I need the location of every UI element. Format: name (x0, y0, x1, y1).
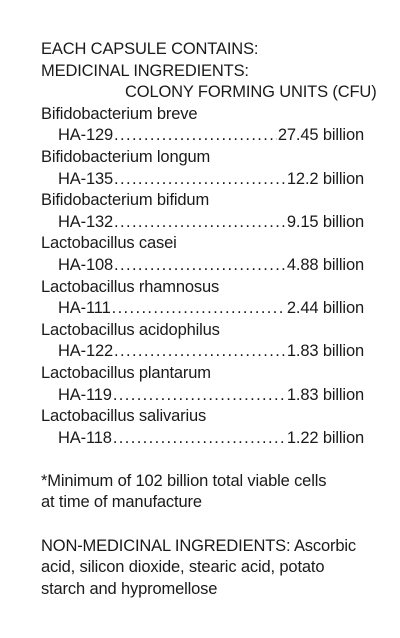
strain-code: HA-108 (58, 255, 114, 274)
strain-item (41, 104, 380, 147)
cfu-column-header: COLONY FORMING UNITS (CFU) (125, 83, 377, 102)
strain-name: Bifidobacterium breve (41, 104, 198, 123)
dot-leader (114, 169, 286, 191)
non-medicinal-line: acid, silicon dioxide, stearic acid, potato (41, 558, 325, 577)
dot-leader (113, 428, 286, 450)
spacer (41, 449, 380, 471)
footnote-line: *Minimum of 102 billion total viable cells (41, 471, 327, 490)
strain-item (41, 320, 380, 363)
dot-leader (113, 385, 286, 407)
strain-item (41, 190, 380, 233)
strain-amount: 9.15 billion (286, 212, 364, 231)
strain-code: HA-118 (58, 428, 112, 447)
dot-leader (112, 298, 286, 320)
strain-name: Lactobacillus acidophilus (41, 320, 220, 339)
strain-list (41, 104, 380, 450)
strain-item (41, 277, 380, 320)
dot-leader (114, 341, 286, 363)
dot-leader (114, 255, 286, 277)
strain-name: Bifidobacterium longum (41, 147, 211, 166)
footnote-line: at time of manufacture (41, 493, 202, 512)
strain-row (41, 385, 364, 407)
non-medicinal-ingredients (41, 536, 380, 601)
strain-amount: 1.83 billion (286, 385, 364, 404)
strain-row (41, 169, 364, 191)
strain-item (41, 406, 380, 449)
strain-name: Lactobacillus casei (41, 234, 177, 253)
strain-amount: 1.22 billion (286, 428, 364, 447)
capsule-contains-heading: EACH CAPSULE CONTAINS: (41, 40, 259, 58)
strain-code: HA-129 (58, 126, 114, 145)
strain-row (41, 125, 364, 147)
strain-name: Lactobacillus rhamnosus (41, 277, 220, 296)
strain-item (41, 363, 380, 406)
non-medicinal-line: starch and hypromellose (41, 579, 218, 598)
strain-row (41, 212, 364, 234)
strain-amount: 1.83 billion (286, 342, 364, 361)
strain-code: HA-119 (58, 385, 112, 404)
non-medicinal-line: NON-MEDICINAL INGREDIENTS: Ascorbic (41, 536, 357, 555)
medicinal-ingredients-heading: MEDICINAL INGREDIENTS: (41, 61, 249, 80)
strain-row (41, 255, 364, 277)
dot-leader (114, 125, 277, 147)
footnote (41, 471, 380, 514)
strain-amount: 4.88 billion (286, 255, 364, 274)
strain-name: Bifidobacterium bifidum (41, 191, 210, 210)
strain-amount: 12.2 billion (286, 169, 364, 188)
spacer (41, 514, 380, 536)
strain-code: HA-111 (58, 299, 111, 318)
strain-amount: 27.45 billion (277, 126, 364, 145)
strain-row (41, 428, 364, 450)
strain-name: Lactobacillus plantarum (41, 363, 211, 382)
strain-name: Lactobacillus salivarius (41, 407, 207, 426)
strain-row (41, 341, 364, 363)
strain-row (41, 298, 364, 320)
strain-item (41, 233, 380, 276)
strain-amount: 2.44 billion (286, 299, 364, 318)
strain-code: HA-135 (58, 169, 114, 188)
dot-leader (114, 212, 286, 234)
strain-item (41, 147, 380, 190)
strain-code: HA-132 (58, 212, 114, 231)
strain-code: HA-122 (58, 342, 114, 361)
